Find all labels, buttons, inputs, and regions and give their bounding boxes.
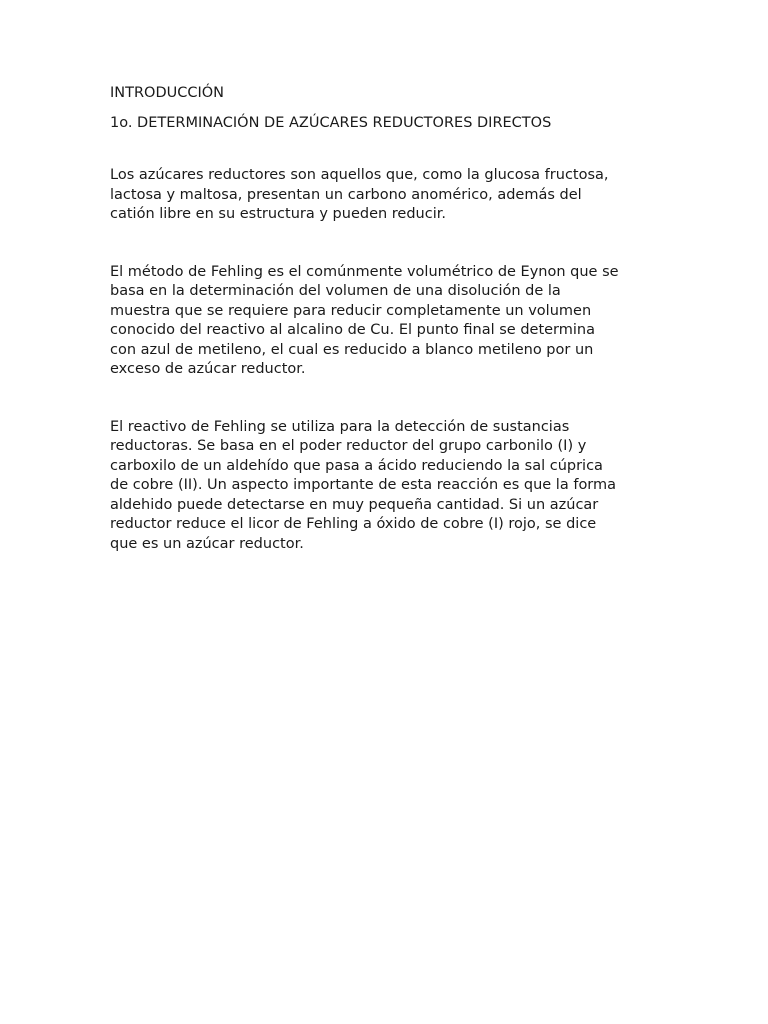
paragraph-fehling-reagent: El reactivo de Fehling se utiliza para la detección de sustancias reductoras. Se basa en el poder reductor del grupo carbonilo (I) y carboxilo de un aldehído que pasa a ácido reduciendo la sal cúprica de cobre (II). Un aspecto importante de esta reacción es que la forma aldehido puede detectarse en muy pequeña cantidad. Si un azúcar reductor reduce el licor de Fehling a óxido de cobre (I) rojo, se dice que es un azúcar reductor.: [110, 418, 617, 552]
paragraph-fehling-method: El método de Fehling es el comúnmente volumétrico de Eynon que se basa en la determinación del volumen de una disolución de la muestra que se requiere para reducir completamente un volumen conocido del reactivo al alcalino de Cu. El punto final se determina con azul de metileno, el cual es reducido a blanco metileno por un exceso de azúcar reductor.: [110, 263, 619, 377]
document-page: [110, 84, 670, 554]
paragraph-reducing-sugars: Los azúcares reductores son aquellos que, como la glucosa fructosa, lactosa y maltosa, presentan un carbono anomérico, además del catión libre en su estructura y pueden reducir.: [110, 167, 609, 222]
document-subheading: 1o. DETERMINACIÓN DE AZÚCARES REDUCTORES DIRECTOS: [110, 114, 552, 131]
document-heading: INTRODUCCIÓN: [110, 85, 225, 101]
